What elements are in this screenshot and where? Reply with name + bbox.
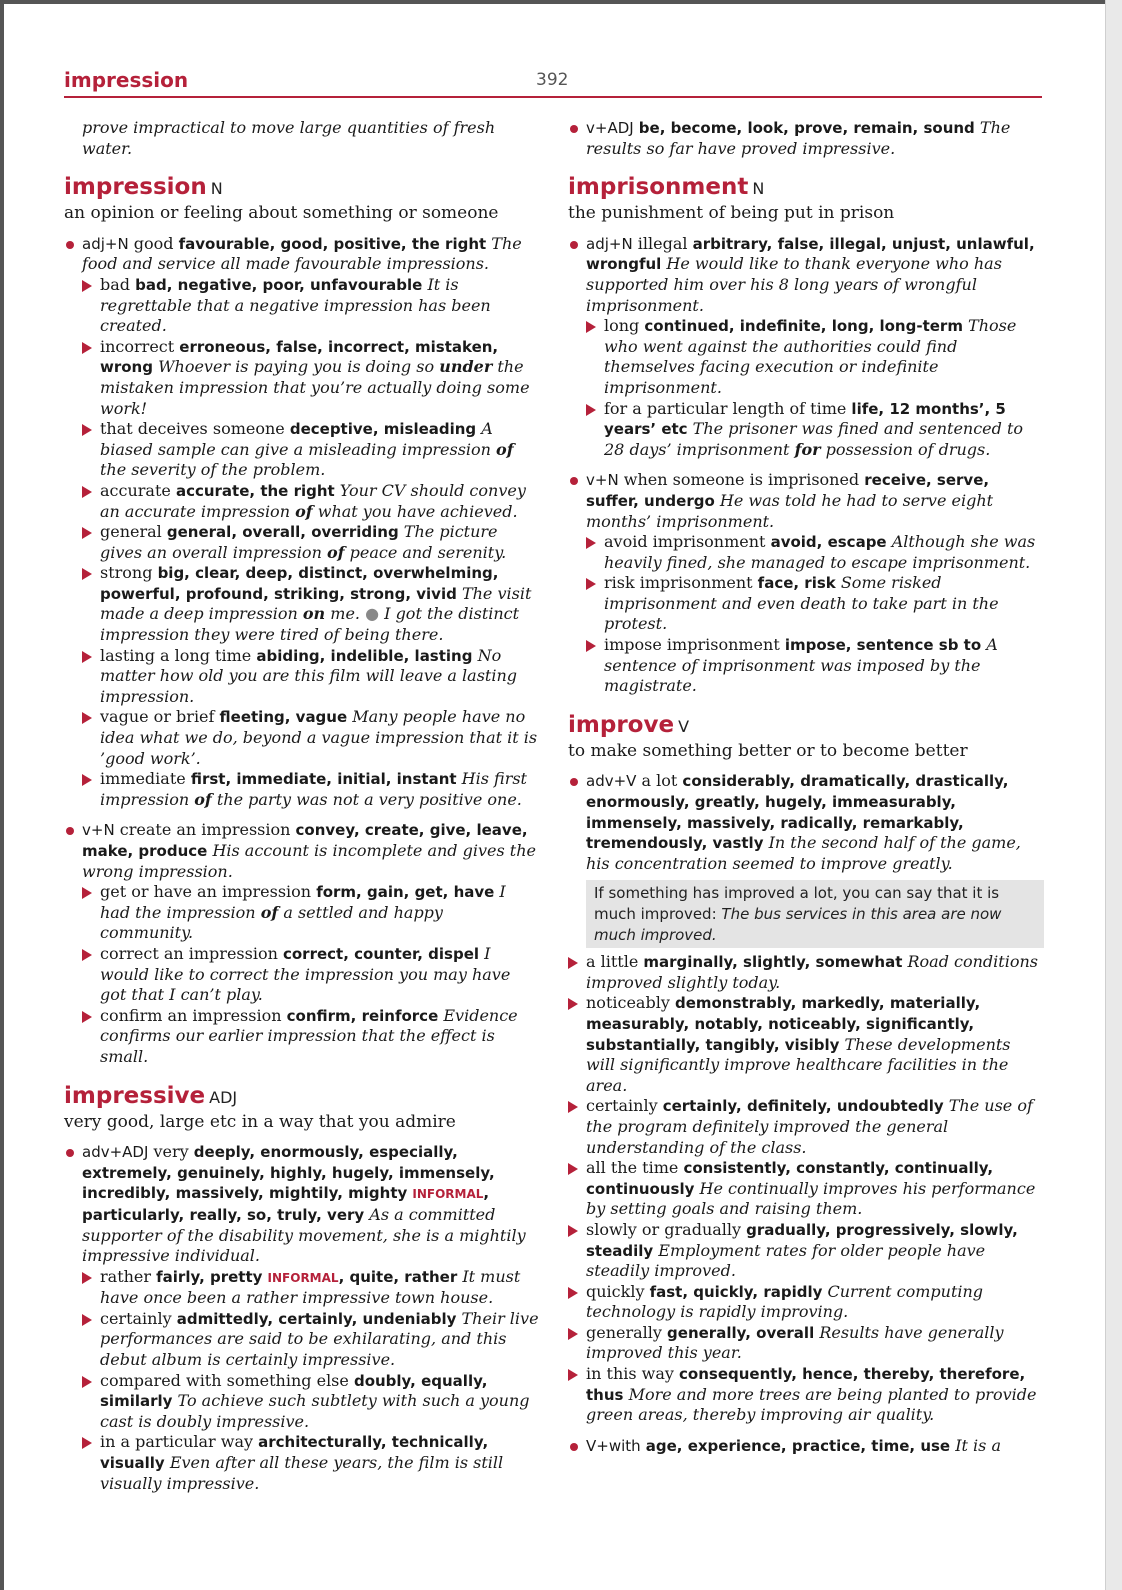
- sense-label: for a particular length of time: [604, 398, 847, 418]
- example: These developments will significantly improve healthcare facilities in the area.: [586, 1034, 1011, 1095]
- collocates: demonstrably, markedly, materially, measurably, notably, noticeably, significantly, substantially, tangibly, visibly: [586, 994, 981, 1054]
- example: His account is incomplete and gives the wrong impression.: [82, 841, 536, 881]
- collocates: bad, negative, poor, unfavourable: [135, 275, 423, 294]
- collocates: accurate, the right: [175, 481, 335, 500]
- example: Results have generally improved this year.: [586, 1322, 1004, 1363]
- collocates: fleeting, vague: [219, 708, 348, 727]
- sense-label: confirm an impression: [100, 1005, 282, 1025]
- collocation-group: [568, 470, 1044, 697]
- sense-label: immediate: [100, 769, 186, 789]
- example: No matter how old you are this film will leave a lasting impression.: [100, 645, 518, 706]
- sense-label: all the time: [586, 1158, 679, 1178]
- example: Their live performances are said to be exhilarating, and this debut album is certainly impressive.: [100, 1308, 539, 1370]
- example: The visit made a deep impression: [100, 583, 532, 624]
- example: what you have achieved.: [317, 501, 518, 521]
- pattern: adv+V: [586, 772, 637, 791]
- example: peace and serenity.: [349, 542, 507, 562]
- sub-sense: [82, 1309, 540, 1371]
- sub-sense: [82, 646, 540, 708]
- collocates: first, immediate, initial, instant: [190, 770, 457, 789]
- sense-label: long: [604, 316, 640, 336]
- example: He was told he had to serve eight months’ imprisonment.: [586, 490, 994, 531]
- entry-improve: [568, 711, 1044, 1457]
- example: Your CV should convey an accurate impression: [100, 480, 526, 521]
- collocates: consequently, hence, thereby, therefore, thus: [586, 1365, 1026, 1404]
- sense-label: illegal: [637, 233, 688, 253]
- collocates: general, overall, overriding: [166, 523, 399, 542]
- sub-sense: [568, 1282, 1044, 1323]
- example: a settled and happy community.: [100, 902, 443, 943]
- example: It is a: [955, 1435, 1001, 1455]
- collocates: deeply, enormously, especially, extremely, genuinely, highly, hugely, immensely, incredibly, massively, mightily, mighty: [82, 1143, 495, 1203]
- sub-sense: [568, 993, 1044, 1096]
- example: Some risked imprisonment and even death to take part in the protest.: [604, 573, 999, 634]
- sub-sense: [82, 1267, 540, 1309]
- sub-sense: [82, 944, 540, 1006]
- collocates: , quite, rather: [338, 1267, 458, 1286]
- sense-label: certainly: [586, 1096, 658, 1116]
- example: I would like to correct the impression you may have got that I can’t play.: [100, 943, 511, 1005]
- sub-sense: [82, 1006, 540, 1068]
- pattern: adj+N: [82, 234, 129, 253]
- sub-sense: [82, 563, 540, 645]
- sense-label: good: [133, 233, 174, 253]
- collocates: favourable, good, positive, the right: [178, 234, 487, 253]
- collocates: marginally, slightly, somewhat: [643, 953, 903, 972]
- example: the party was not a very positive one.: [216, 789, 522, 809]
- part-of-speech: ADJ: [209, 1087, 238, 1107]
- sense-label: slowly or gradually: [586, 1219, 742, 1239]
- collocates: face, risk: [757, 574, 836, 593]
- sub-sense: [568, 1323, 1044, 1364]
- example: the severity of the problem.: [100, 460, 326, 480]
- example: Evidence confirms our earlier impression that the effect is small.: [100, 1005, 518, 1066]
- pattern: adv+ADJ: [82, 1143, 149, 1162]
- sub-sense: [568, 1220, 1044, 1282]
- example: More and more trees are being planted to provide green areas, thereby improving air quality.: [586, 1384, 1037, 1425]
- collocates: arbitrary, false, illegal, unjust, unlawful, wrongful: [586, 234, 1035, 274]
- pattern: adj+N: [586, 234, 633, 253]
- example: Those who went against the authorities could find themselves facing execution or indefinite imprisonment.: [604, 316, 1017, 397]
- definition: to make something better or to become better: [568, 740, 968, 761]
- part-of-speech: V: [678, 716, 690, 736]
- collocates: architecturally, technically, visually: [100, 1433, 489, 1473]
- sub-sense: [82, 1371, 540, 1433]
- headword: impressive: [64, 1082, 206, 1109]
- register-label: INFORMAL: [267, 1270, 339, 1285]
- collocates: consistently, constantly, continually, continuously: [586, 1159, 994, 1198]
- note-example: The bus services in this area are now much improved.: [594, 905, 1002, 944]
- collocates: convey, create, give, leave, make, produce: [82, 821, 528, 860]
- sense-label: avoid imprisonment: [604, 532, 766, 552]
- example: His first impression: [100, 769, 527, 809]
- collocates: impose, sentence sb to: [784, 636, 982, 655]
- sub-sense: [82, 1432, 540, 1494]
- example: I got the distinct impression they were tired of being there.: [100, 604, 520, 645]
- entry-impressive: [64, 1082, 540, 1495]
- example: A sentence of imprisonment was imposed by the magistrate.: [604, 635, 998, 696]
- collocates: generally, overall: [667, 1323, 815, 1342]
- sub-sense: [82, 419, 540, 481]
- collocates: confirm, reinforce: [286, 1006, 439, 1025]
- headword: impression: [64, 174, 207, 201]
- window-frame-left: [0, 0, 4, 1590]
- sub-sense: [568, 1096, 1044, 1158]
- scrollbar[interactable]: [1105, 0, 1122, 1590]
- example: Current computing technology is rapidly improving.: [586, 1281, 984, 1322]
- pattern: v+N: [586, 471, 619, 490]
- example: Employment rates for older people have steadily improved.: [586, 1240, 986, 1281]
- part-of-speech: N: [210, 179, 223, 199]
- sense-label: risk imprisonment: [604, 573, 753, 593]
- page-number: 392: [536, 70, 569, 90]
- entry-impression: [64, 173, 540, 1067]
- entry-imprisonment: [568, 173, 1044, 697]
- collocates: receive, serve, suffer, undergo: [586, 471, 990, 510]
- note-text: If something has improved a lot, you can say that it is much improved:: [594, 884, 1000, 923]
- sense-label: vague or brief: [100, 707, 215, 727]
- collocation-group: [64, 1142, 540, 1494]
- collocates: abiding, indelible, lasting: [256, 646, 473, 665]
- keyword: under: [439, 357, 493, 377]
- sense-label: incorrect: [100, 336, 175, 356]
- collocates: form, gain, get, have: [316, 883, 495, 902]
- headword: improve: [568, 711, 675, 738]
- sense-label: in this way: [586, 1364, 674, 1384]
- sense-label: lasting a long time: [100, 645, 252, 665]
- sub-sense: [82, 882, 540, 944]
- sub-sense: [568, 1364, 1044, 1426]
- sub-sense: [82, 769, 540, 810]
- collocation-group: [64, 820, 540, 1067]
- collocates: be, become, look, prove, remain, sound: [638, 119, 975, 137]
- example: Whoever is paying you is doing so: [158, 357, 435, 377]
- example: As a committed supporter of the disability movement, she is a mightily impressive individual.: [82, 1204, 526, 1266]
- sub-sense: [568, 952, 1044, 993]
- example: Even after all these years, the film is still visually impressive.: [100, 1453, 504, 1493]
- continued-example: prove impractical to move large quantities of fresh water.: [82, 118, 496, 158]
- example: Many people have no idea what we do, beyond a vague impression that it is ’good work’.: [100, 707, 538, 768]
- collocates: gradually, progressively, slowly, steadily: [586, 1220, 1018, 1260]
- collocates: doubly, equally, similarly: [100, 1371, 488, 1411]
- separator-dot-icon: ●: [365, 604, 380, 624]
- collocates: fast, quickly, rapidly: [649, 1282, 823, 1301]
- sense-label: general: [100, 522, 162, 542]
- usage-note: [586, 880, 1044, 948]
- pattern: v+ADJ: [586, 119, 634, 137]
- sense-label: get or have an impression: [100, 882, 312, 902]
- collocation-group: [568, 234, 1044, 461]
- example: He would like to thank everyone who has supported him over his 8 long years of wrongful imprisonment.: [586, 254, 1002, 315]
- example: Although she was heavily fined, she managed to escape imprisonment.: [604, 532, 1036, 572]
- sense-label: correct an impression: [100, 943, 278, 963]
- keyword: of: [496, 439, 514, 459]
- definition: the punishment of being put in prison: [568, 203, 895, 224]
- sense-label: quickly: [586, 1281, 645, 1301]
- collocation-group: [64, 234, 540, 811]
- left-column: [64, 118, 540, 1494]
- keyword: of: [326, 542, 345, 562]
- collocates: considerably, dramatically, drastically, enormously, greatly, hugely, immeasurably, immensely, massively, radically, remarkably, tremendously, vastly: [586, 772, 1009, 853]
- sense-label: a little: [586, 952, 639, 972]
- register-label: INFORMAL: [412, 1187, 484, 1202]
- example: The prisoner was fined and sentenced to 28 days’ imprisonment: [604, 419, 1024, 459]
- example: The food and service all made favourable impressions.: [82, 233, 522, 274]
- example: To achieve such subtlety with such a young cast is doubly impressive.: [100, 1391, 530, 1431]
- example: In the second half of the game, his concentration seemed to improve greatly.: [586, 833, 1021, 873]
- pattern: V+with: [586, 1436, 641, 1455]
- example: I had the impression: [100, 882, 506, 922]
- sub-sense: [82, 275, 540, 337]
- example: A biased sample can give a misleading impression: [100, 419, 493, 459]
- sense-label: generally: [586, 1322, 662, 1342]
- sense-label: create an impression: [119, 820, 291, 840]
- collocates: , particularly, really, so, truly, very: [82, 1184, 490, 1224]
- definition: an opinion or feeling about something or someone: [64, 203, 499, 224]
- sense-label: compared with something else: [100, 1370, 349, 1390]
- collocates: fairly, pretty: [156, 1267, 263, 1286]
- collocates: big, clear, deep, distinct, overwhelming, powerful, profound, striking, strong, vivid: [100, 564, 499, 603]
- sense-label: strong: [100, 563, 153, 583]
- running-header: [64, 66, 1042, 98]
- sub-sense: [586, 316, 1044, 398]
- collocates: erroneous, false, incorrect, mistaken, wrong: [100, 337, 499, 377]
- sense-label: when someone is imprisoned: [623, 470, 860, 490]
- collocates: age, experience, practice, time, use: [645, 1436, 951, 1455]
- sub-sense: [82, 481, 540, 522]
- definition: very good, large etc in a way that you admire: [64, 1111, 456, 1132]
- sense-label: rather: [100, 1266, 152, 1286]
- sense-label: noticeably: [586, 993, 670, 1013]
- sub-sense: [568, 1158, 1044, 1220]
- example: the mistaken impression that you’re actually doing some work!: [100, 357, 530, 418]
- keyword: of: [194, 789, 212, 809]
- headword: imprisonment: [568, 174, 749, 201]
- sub-sense: [586, 532, 1044, 573]
- example: It is regrettable that a negative impression has been created.: [100, 274, 491, 336]
- window-frame-top: [0, 0, 1122, 4]
- keyword: of: [260, 902, 279, 922]
- collocation-group: [568, 771, 1044, 874]
- sub-sense: [82, 707, 540, 769]
- keyword: of: [295, 501, 313, 521]
- sense-label: in a particular way: [100, 1432, 254, 1452]
- collocation-group: [568, 1436, 1044, 1457]
- header-word: impression: [64, 68, 189, 92]
- sense-label: a lot: [641, 771, 678, 791]
- collocates: deceptive, misleading: [289, 420, 477, 439]
- keyword: on: [302, 604, 326, 624]
- sub-sense: [82, 522, 540, 563]
- sense-label: very: [153, 1142, 189, 1162]
- right-column: [568, 118, 1044, 1456]
- pattern: v+N: [82, 821, 115, 840]
- collocation-group: [568, 118, 1044, 159]
- example: possession of drugs.: [825, 439, 991, 459]
- sense-label: that deceives someone: [100, 419, 285, 439]
- sub-sense: [586, 573, 1044, 635]
- collocates: continued, indefinite, long, long-term: [644, 317, 963, 336]
- sense-label: impose imprisonment: [604, 635, 780, 655]
- sense-label: bad: [100, 274, 131, 294]
- sub-sense: [82, 337, 540, 419]
- example: The picture gives an overall impression: [100, 522, 498, 562]
- collocates: admittedly, certainly, undeniably: [176, 1309, 457, 1328]
- collocates: life, 12 months’, 5 years’ etc: [604, 399, 1006, 439]
- example: The results so far have proved impressive.: [586, 118, 1011, 158]
- collocates: certainly, definitely, undoubtedly: [662, 1097, 944, 1116]
- sense-label: certainly: [100, 1308, 172, 1328]
- collocates: avoid, escape: [770, 533, 887, 552]
- collocates: correct, counter, dispel: [282, 944, 480, 963]
- sense-label: accurate: [100, 480, 171, 500]
- example: He continually improves his performance by setting goals and raising them.: [586, 1178, 1036, 1219]
- example: Road conditions improved slightly today.: [586, 952, 1038, 992]
- part-of-speech: N: [752, 179, 765, 199]
- example: me.: [330, 604, 360, 624]
- sub-sense: [586, 399, 1044, 461]
- example: The use of the program definitely improved the general understanding of the class.: [586, 1096, 1033, 1157]
- keyword: for: [794, 439, 821, 459]
- example: It must have once been a rather impressive town house.: [100, 1266, 521, 1308]
- sub-sense: [586, 635, 1044, 697]
